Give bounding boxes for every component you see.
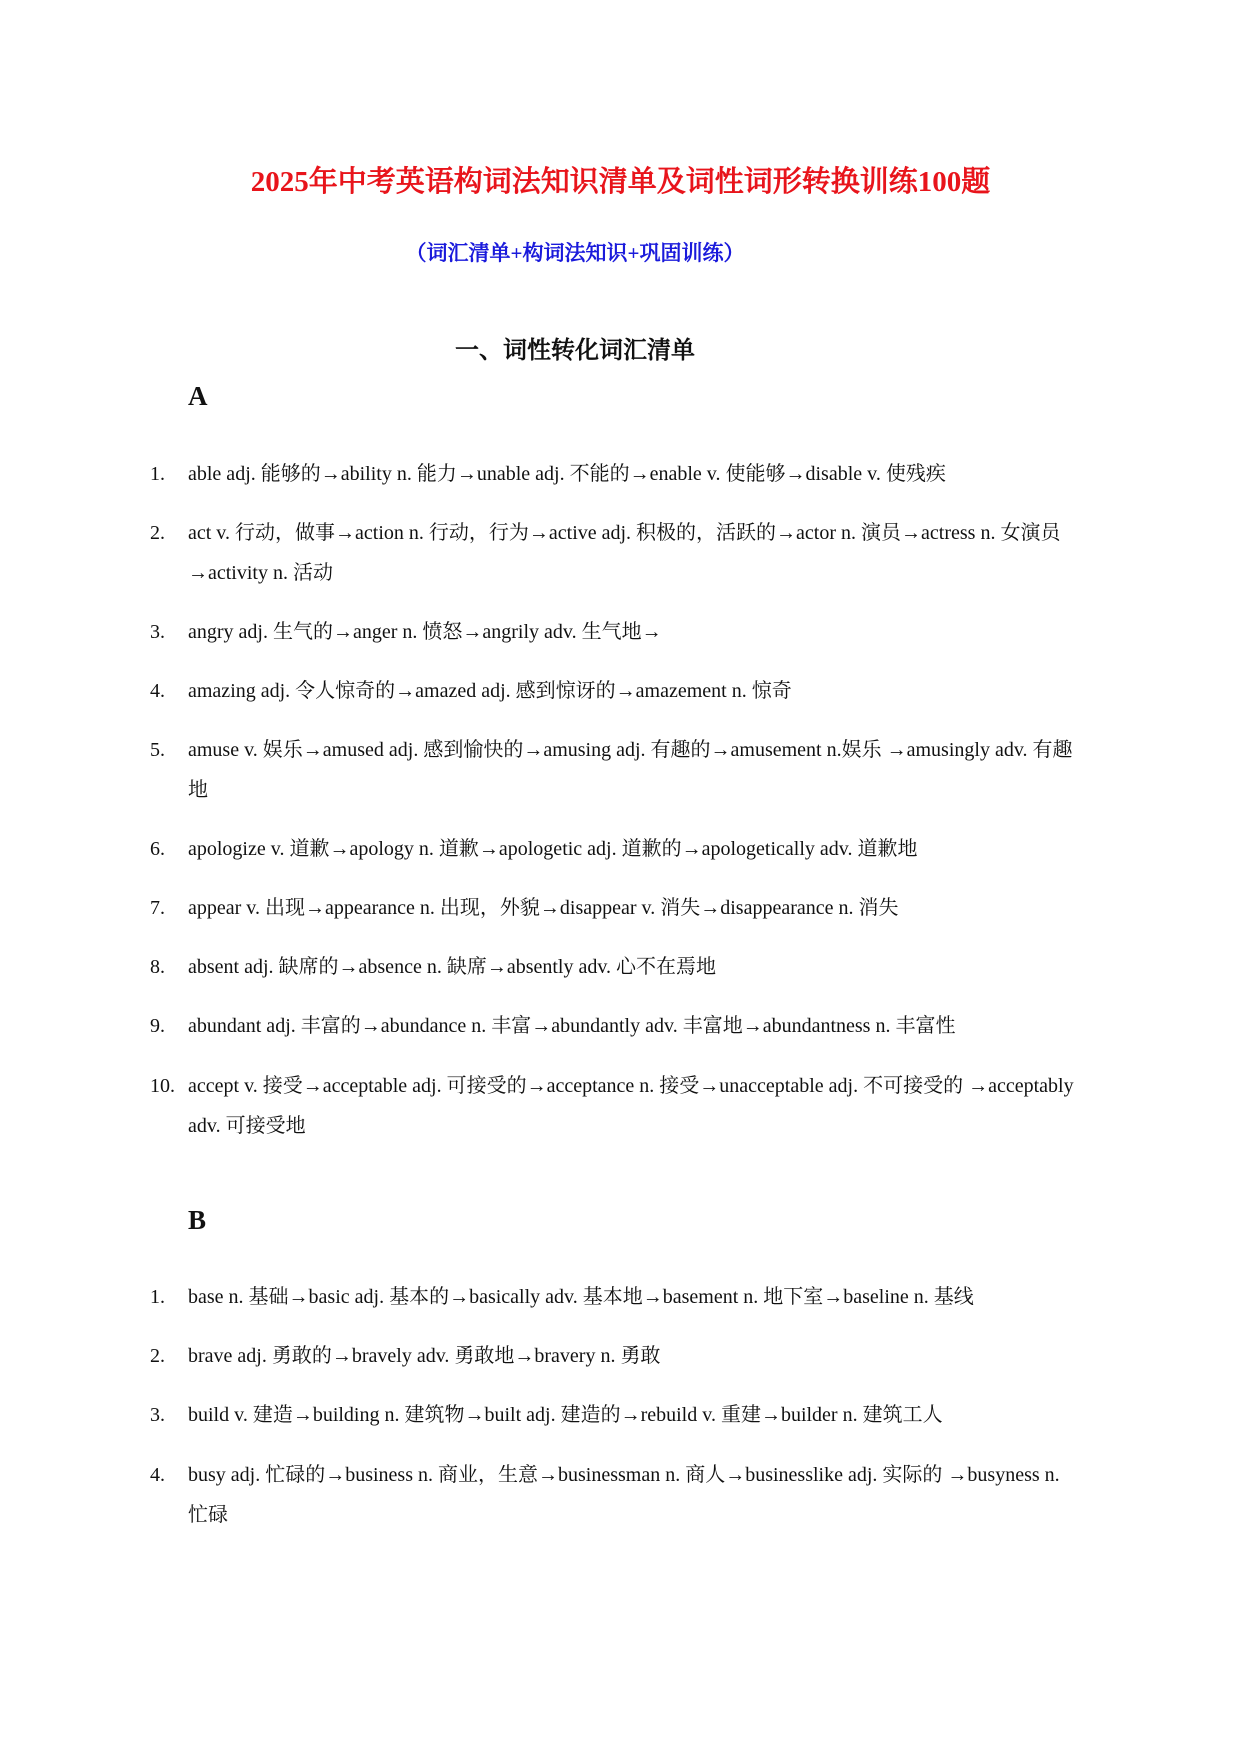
item-text: accept v. 接受→acceptable adj. 可接受的→acceptance n. 接受→unacceptable adj. 不可接受的 →acceptably adv. 可接受地 xyxy=(188,1075,1074,1137)
item-number: 6. xyxy=(150,838,165,860)
item-number: 2. xyxy=(150,1345,165,1367)
item-text: appear v. 出现→appearance n. 出现，外貌→disappear v. 消失→disappearance n. 消失 xyxy=(188,897,899,919)
list-item xyxy=(150,1006,1080,1046)
item-text: angry adj. 生气的→anger n. 愤怒→angrily adv. 生气地→ xyxy=(188,621,662,643)
item-text: amazing adj. 令人惊奇的→amazed adj. 感到惊讶的→amazement n. 惊奇 xyxy=(188,680,792,702)
item-text: brave adj. 勇敢的→bravely adv. 勇敢地→bravery n. 勇敢 xyxy=(188,1345,661,1367)
list-item xyxy=(150,1277,1080,1317)
list-item xyxy=(150,730,1080,810)
list-item xyxy=(150,829,1080,869)
item-text: base n. 基础→basic adj. 基本的→basically adv. 基本地→basement n. 地下室→baseline n. 基线 xyxy=(188,1286,974,1308)
item-text: busy adj. 忙碌的→business n. 商业，生意→businessman n. 商人→businesslike adj. 实际的 →busyness n. 忙碌 xyxy=(188,1464,1060,1526)
list-item xyxy=(150,612,1080,652)
group-letter-a: A xyxy=(188,381,208,411)
item-number: 5. xyxy=(150,739,165,761)
item-text: able adj. 能够的→ability n. 能力→unable adj. 不能的→enable v. 使能够→disable v. 使残疾 xyxy=(188,463,946,485)
item-text: apologize v. 道歉→apology n. 道歉→apologetic adj. 道歉的→apologetically adv. 道歉地 xyxy=(188,838,918,860)
list-item xyxy=(150,454,1080,494)
list-item xyxy=(150,1336,1080,1376)
item-number: 1. xyxy=(150,463,165,485)
list-item xyxy=(150,947,1080,987)
item-number: 7. xyxy=(150,897,165,919)
item-number: 9. xyxy=(150,1015,165,1037)
list-item xyxy=(150,1395,1080,1435)
list-item xyxy=(150,888,1080,928)
list-item xyxy=(150,1066,1080,1146)
item-number: 3. xyxy=(150,621,165,643)
item-number: 3. xyxy=(150,1404,165,1426)
item-number: 10. xyxy=(150,1075,175,1097)
item-text: absent adj. 缺席的→absence n. 缺席→absently adv. 心不在焉地 xyxy=(188,956,717,978)
list-item xyxy=(150,1455,1080,1535)
group-letter-b: B xyxy=(188,1205,207,1235)
item-number: 2. xyxy=(150,522,165,544)
item-text: build v. 建造→building n. 建筑物→built adj. 建造的→rebuild v. 重建→builder n. 建筑工人 xyxy=(188,1404,943,1426)
list-item xyxy=(150,513,1080,593)
document-title: 2025年中考英语构词法知识清单及词性词形转换训练100题 xyxy=(250,166,991,198)
item-number: 4. xyxy=(150,1464,165,1486)
item-number: 4. xyxy=(150,680,165,702)
item-number: 8. xyxy=(150,956,165,978)
document-subtitle: （词汇清单+构词法知识+巩固训练） xyxy=(405,241,745,265)
list-item xyxy=(150,671,1080,711)
item-text: amuse v. 娱乐→amused adj. 感到愉快的→amusing adj. 有趣的→amusement n.娱乐 →amusingly adv. 有趣地 xyxy=(188,739,1073,801)
item-text: abundant adj. 丰富的→abundance n. 丰富→abundantly adv. 丰富地→abundantness n. 丰富性 xyxy=(188,1015,956,1037)
item-text: act v. 行动，做事→action n. 行动，行为→active adj. 积极的，活跃的→actor n. 演员→actress n. 女演员→activity n. 活动 xyxy=(188,522,1061,584)
item-number: 1. xyxy=(150,1286,165,1308)
section-heading: 一、词性转化词汇清单 xyxy=(455,338,695,364)
